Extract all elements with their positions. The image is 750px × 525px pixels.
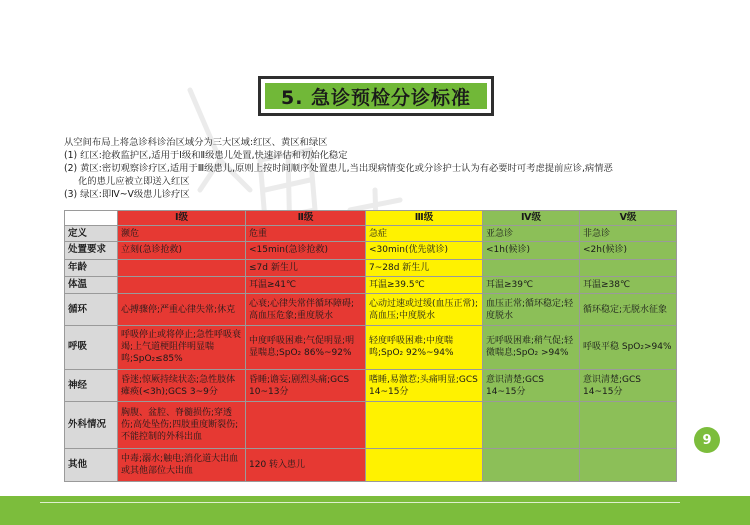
table-row [65, 369, 677, 402]
table-row [65, 449, 677, 482]
table-cell: ≤7d 新生儿 [246, 259, 366, 276]
footer-bar [0, 496, 750, 525]
table-cell: 7~28d 新生儿 [366, 259, 483, 276]
table-row [65, 294, 677, 326]
table-header-row [65, 211, 677, 226]
table-cell: 呼吸平稳 SpO₂>94% [580, 325, 677, 369]
row-label: 体温 [65, 276, 118, 293]
page-number-badge [694, 427, 720, 453]
table-cell: 耳温≥39.5℃ [366, 276, 483, 293]
table-cell: 意识清楚;GCS 14~15分 [580, 369, 677, 402]
table-cell: 濒危 [118, 226, 246, 242]
row-label: 年龄 [65, 259, 118, 276]
table-cell: 急症 [366, 226, 483, 242]
table-cell [118, 276, 246, 293]
table-cell: 120 转入患儿 [246, 449, 366, 482]
table-cell: 立刻(急诊抢救) [118, 242, 246, 259]
header-level-3: Ⅲ级 [366, 211, 483, 226]
table-cell: 危重 [246, 226, 366, 242]
table-cell: 耳温≥38℃ [580, 276, 677, 293]
row-label: 其他 [65, 449, 118, 482]
row-label: 外科情况 [65, 402, 118, 449]
table-cell [580, 402, 677, 449]
intro-line: (3) 绿区:即Ⅳ~Ⅴ级患儿诊疗区 [64, 189, 190, 200]
triage-table [64, 210, 677, 482]
intro-line: 化的患儿应被立即送入红区 [78, 176, 190, 187]
table-row [65, 276, 677, 293]
intro-text [64, 136, 704, 201]
table-cell: 循环稳定;无脱水征象 [580, 294, 677, 326]
table-cell: 昏睡;谵妄;剧烈头痛;GCS 10~13分 [246, 369, 366, 402]
row-label: 处置要求 [65, 242, 118, 259]
table-cell [580, 449, 677, 482]
section-title-box [258, 76, 494, 116]
table-cell: 昏迷;惊厥持续状态;急性肢体瘫痪(<3h);GCS 3~9分 [118, 369, 246, 402]
table-cell [118, 259, 246, 276]
table-cell: 胸腹、盆腔、脊髓损伤;穿透伤;高处坠伤;四肢重度断裂伤;不能控制的外科出血 [118, 402, 246, 449]
table-row [65, 325, 677, 369]
header-level-5: Ⅴ级 [580, 211, 677, 226]
row-label: 呼吸 [65, 325, 118, 369]
row-label: 神经 [65, 369, 118, 402]
table-cell: 心搏骤停;严重心律失常;休克 [118, 294, 246, 326]
table-cell: 呼吸停止或将停止;急性呼吸衰竭;上气道梗阻伴明显喘鸣;SpO₂≤85% [118, 325, 246, 369]
table-cell: <30min(优先就诊) [366, 242, 483, 259]
table-cell: 耳温≥39℃ [483, 276, 580, 293]
table-cell: 血压正常;循环稳定;轻度脱水 [483, 294, 580, 326]
table-row [65, 226, 677, 242]
header-level-2: Ⅱ级 [246, 211, 366, 226]
table-cell [246, 402, 366, 449]
table-cell: <1h(候诊) [483, 242, 580, 259]
table-cell [580, 259, 677, 276]
row-label: 循环 [65, 294, 118, 326]
table-cell: 非急诊 [580, 226, 677, 242]
table-cell: 心动过速或过缓(血压正常);高血压;中度脱水 [366, 294, 483, 326]
header-corner [65, 211, 118, 226]
page-title: 5. 急诊预检分诊标准 [280, 86, 472, 109]
row-label: 定义 [65, 226, 118, 242]
table-cell [483, 449, 580, 482]
table-row [65, 402, 677, 449]
footer-divider [40, 502, 680, 503]
table-cell: 嗜睡,易激惹;头痛明显;GCS 14~15分 [366, 369, 483, 402]
table-cell [483, 259, 580, 276]
table-cell [483, 402, 580, 449]
table-cell: 意识清楚;GCS 14~15分 [483, 369, 580, 402]
header-level-1: Ⅰ级 [118, 211, 246, 226]
header-level-4: Ⅳ级 [483, 211, 580, 226]
table-cell: 心衰;心律失常伴循环障碍;高血压危象;重度脱水 [246, 294, 366, 326]
table-cell [366, 449, 483, 482]
table-cell: <15min(急诊抢救) [246, 242, 366, 259]
table-cell: 中度呼吸困难;气促明显;明显喘息;SpO₂ 86%~92% [246, 325, 366, 369]
table-cell [366, 402, 483, 449]
table-cell: 亚急诊 [483, 226, 580, 242]
table-row [65, 242, 677, 259]
table-cell: 耳温≥41℃ [246, 276, 366, 293]
intro-line: 从空间布局上将急诊科诊治区域分为三大区域:红区、黄区和绿区 [64, 137, 328, 148]
table-cell: 中毒;溺水;触电;消化道大出血或其他部位大出血 [118, 449, 246, 482]
intro-line: (1) 红区:抢救监护区,适用于Ⅰ级和Ⅱ级患儿处置,快速评估和初始化稳定 [64, 150, 348, 161]
table-cell: 轻度呼吸困难;中度喘鸣;SpO₂ 92%~94% [366, 325, 483, 369]
intro-line: (2) 黄区:密切观察诊疗区,适用于Ⅲ级患儿,原则上按时间顺序处置患儿,当出现病情变化或分诊护士认为有必要时可考虑提前应诊,病情恶 [64, 163, 613, 174]
table-cell: <2h(候诊) [580, 242, 677, 259]
page-number: 9 [702, 432, 712, 448]
table-row [65, 259, 677, 276]
table-cell: 无呼吸困难;稍气促;轻微喘息;SpO₂ >94% [483, 325, 580, 369]
